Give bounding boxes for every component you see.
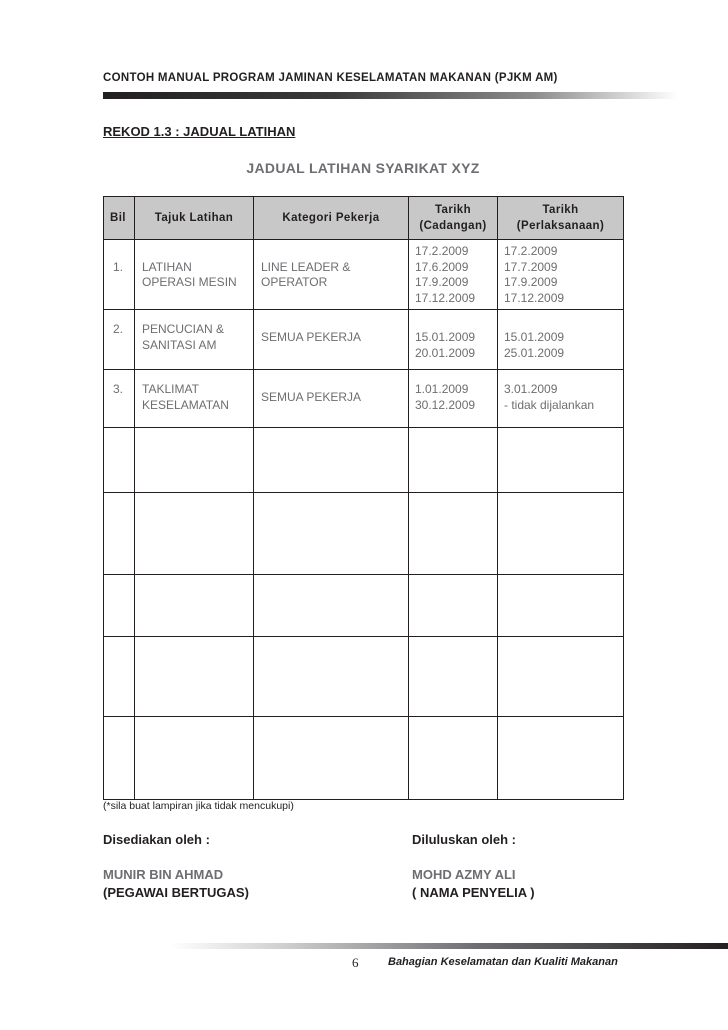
empty-cell	[254, 428, 409, 493]
row-kategori-line: SEMUA PEKERJA	[261, 390, 362, 404]
table-row	[104, 240, 624, 310]
row-tajuk-line: KESELAMATAN	[142, 397, 229, 412]
footer-rule	[170, 943, 728, 949]
attachment-note: (*sila buat lampiran jika tidak mencukupi)	[103, 800, 294, 812]
empty-cell	[254, 717, 409, 800]
empty-cell	[409, 637, 498, 717]
row-kategori-line: OPERATOR	[261, 275, 328, 289]
empty-table-row	[104, 637, 624, 717]
empty-cell	[409, 575, 498, 637]
row-kategori	[254, 310, 409, 370]
row-cadangan-date: 17.6.2009	[415, 259, 469, 274]
col-header-cadangan-line2: (Cadangan)	[419, 220, 487, 232]
row-perlaksanaan	[498, 240, 624, 310]
empty-cell	[135, 637, 254, 717]
col-header-perlaksanaan-line1: Tarikh	[542, 204, 579, 216]
empty-table-row	[104, 428, 624, 493]
approved-by-label: Diluluskan oleh :	[412, 832, 517, 847]
row-cadangan-date: 17.12.2009	[415, 290, 476, 305]
row-cadangan-date: 20.01.2009	[415, 345, 476, 360]
row-cadangan-date: 17.9.2009	[415, 275, 469, 289]
table-row	[104, 370, 624, 428]
row-tajuk-line: PENCUCIAN &	[142, 322, 225, 336]
empty-cell	[104, 637, 135, 717]
empty-table-row	[104, 717, 624, 800]
row-perlaksanaan-date: - tidak dijalankan	[504, 397, 595, 412]
training-schedule-table	[103, 196, 624, 800]
row-tajuk-line: OPERASI MESIN	[142, 275, 237, 289]
row-cadangan	[409, 370, 498, 428]
row-perlaksanaan-date: 3.01.2009	[504, 382, 558, 396]
row-bil: 2.	[104, 310, 135, 370]
empty-cell	[409, 717, 498, 800]
empty-cell	[409, 493, 498, 575]
col-header-perlaksanaan	[498, 197, 624, 240]
row-kategori-line: SEMUA PEKERJA	[261, 330, 362, 344]
table-row	[104, 310, 624, 370]
row-tajuk	[135, 240, 254, 310]
page-number: 6	[352, 955, 359, 970]
row-perlaksanaan-date: 17.12.2009	[504, 290, 565, 305]
row-tajuk-line: TAKLIMAT	[142, 382, 199, 396]
row-perlaksanaan-date: 17.9.2009	[504, 275, 558, 289]
table-header-row	[104, 197, 624, 240]
footer-department: Bahagian Keselamatan dan Kualiti Makanan	[388, 956, 618, 968]
row-kategori-line: LINE LEADER &	[261, 259, 351, 274]
col-header-cadangan	[409, 197, 498, 240]
row-perlaksanaan-date: 15.01.2009	[504, 330, 565, 344]
empty-cell	[104, 428, 135, 493]
header-rule	[103, 92, 678, 99]
row-cadangan	[409, 310, 498, 370]
row-perlaksanaan-date: 17.2.2009	[504, 244, 558, 258]
prepared-by-label: Disediakan oleh :	[103, 832, 210, 847]
row-cadangan	[409, 240, 498, 310]
row-kategori	[254, 370, 409, 428]
empty-cell	[254, 493, 409, 575]
row-cadangan-date: 30.12.2009	[415, 397, 476, 412]
col-header-kategori: Kategori Pekerja	[254, 197, 409, 240]
row-cadangan-date: 15.01.2009	[415, 330, 476, 344]
col-header-cadangan-line1: Tarikh	[434, 204, 472, 216]
empty-cell	[135, 493, 254, 575]
prepared-by-name: MUNIR BIN AHMAD	[103, 867, 224, 882]
row-perlaksanaan	[498, 370, 624, 428]
row-cadangan-date: 1.01.2009	[415, 382, 469, 396]
row-perlaksanaan-date: 25.01.2009	[504, 345, 565, 360]
row-cadangan-date: 17.2.2009	[415, 244, 469, 258]
row-tajuk-line: LATIHAN	[142, 259, 192, 274]
row-tajuk-line: SANITASI AM	[142, 337, 217, 352]
table-title: JADUAL LATIHAN SYARIKAT XYZ	[246, 160, 480, 176]
empty-table-row	[104, 575, 624, 637]
approved-by-name: MOHD AZMY ALI	[412, 867, 516, 882]
empty-cell	[135, 575, 254, 637]
row-bil: 1.	[104, 240, 135, 310]
row-tajuk	[135, 370, 254, 428]
empty-cell	[254, 637, 409, 717]
row-kategori	[254, 240, 409, 310]
empty-table-row	[104, 493, 624, 575]
row-bil: 3.	[104, 370, 135, 428]
empty-cell	[135, 717, 254, 800]
empty-cell	[498, 428, 624, 493]
manual-title: CONTOH MANUAL PROGRAM JAMINAN KESELAMATAN MAKANAN (PJKM AM)	[103, 72, 558, 84]
col-header-tajuk: Tajuk Latihan	[135, 197, 254, 240]
empty-cell	[409, 428, 498, 493]
section-title: REKOD 1.3 : JADUAL LATIHAN	[103, 124, 296, 139]
empty-cell	[498, 493, 624, 575]
row-perlaksanaan	[498, 310, 624, 370]
empty-cell	[498, 717, 624, 800]
empty-cell	[104, 493, 135, 575]
approved-by-title: ( NAMA PENYELIA )	[412, 885, 535, 900]
empty-cell	[498, 575, 624, 637]
empty-cell	[254, 575, 409, 637]
empty-cell	[104, 717, 135, 800]
empty-cell	[135, 428, 254, 493]
col-header-perlaksanaan-line2: (Perlaksanaan)	[516, 220, 605, 232]
empty-cell	[104, 575, 135, 637]
empty-cell	[498, 637, 624, 717]
col-header-bil: Bil	[104, 197, 135, 240]
row-perlaksanaan-date: 17.7.2009	[504, 259, 558, 274]
prepared-by-title: (PEGAWAI BERTUGAS)	[103, 885, 249, 900]
row-tajuk	[135, 310, 254, 370]
